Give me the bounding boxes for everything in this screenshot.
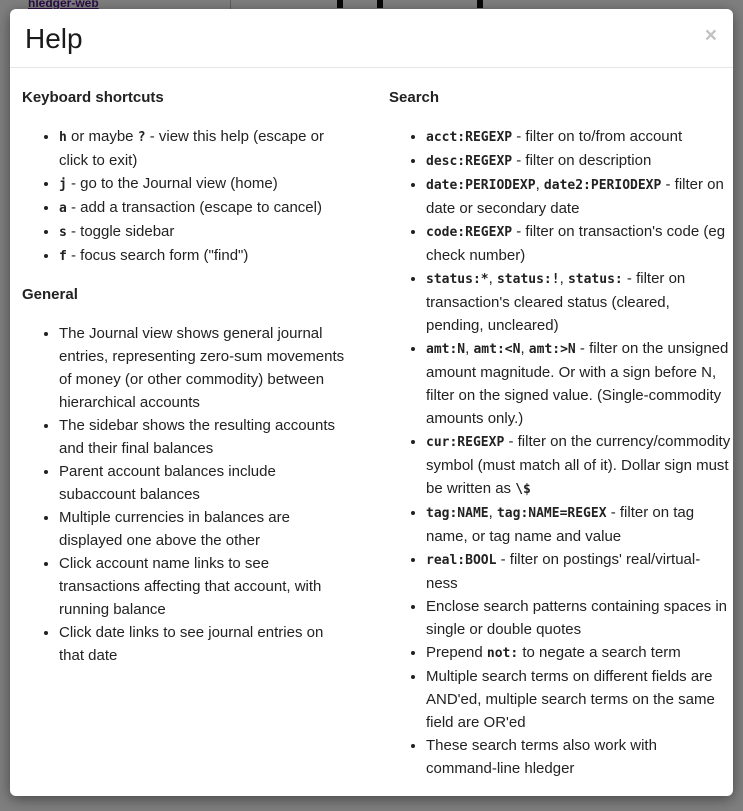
inline-text: - filter on transaction's code (eg check number): [426, 223, 726, 264]
section-heading-general: General: [22, 286, 78, 303]
help-modal: [10, 9, 733, 796]
inline-code: status:: [567, 272, 623, 287]
modal-title: Help: [25, 23, 83, 54]
inline-code: date2:PERIODEXP: [543, 178, 662, 193]
inline-text: ,: [520, 340, 529, 357]
inline-text: - view this help (escape or click to exit): [59, 128, 324, 169]
inline-text: - filter on tag name, or tag name and value: [426, 504, 695, 545]
list-item: [426, 501, 731, 548]
inline-code: ?: [137, 130, 146, 145]
inline-code: status:!: [496, 272, 560, 287]
inline-text: Parent account balances include subaccount balances: [59, 463, 276, 503]
list-item: [426, 173, 731, 220]
inline-code: amt:N: [426, 342, 466, 357]
list-item: [59, 414, 347, 460]
inline-code: a: [59, 201, 67, 216]
modal-body: [10, 68, 733, 786]
section-heading-search: Search: [389, 89, 440, 106]
list-item: [426, 430, 731, 501]
inline-text: ,: [559, 270, 568, 287]
inline-text: Multiple currencies in balances are displayed one above the other: [59, 509, 290, 549]
inline-text: - filter on description: [512, 152, 652, 169]
list-item: [426, 125, 731, 149]
inline-code: \$: [515, 482, 531, 497]
inline-text: - add a transaction (escape to cancel): [66, 199, 322, 216]
list-item: [59, 552, 347, 621]
inline-text: or maybe: [66, 128, 138, 145]
list-item: [426, 548, 731, 595]
inline-text: These search terms also work with command-line hledger: [426, 737, 657, 777]
inline-text: - toggle sidebar: [66, 223, 175, 240]
left-column: [10, 89, 361, 786]
inline-code: cur:REGEXP: [426, 435, 505, 450]
list-item: [426, 595, 731, 641]
list-item: [426, 665, 731, 734]
close-icon[interactable]: ×: [704, 24, 717, 47]
inline-code: not:: [486, 646, 519, 661]
inline-text: - filter on transaction's cleared status (cleared, pending, uncleared): [426, 270, 686, 334]
list-item: [426, 267, 731, 337]
inline-text: Enclose search patterns containing spaces in single or double quotes: [426, 598, 728, 638]
inline-text: ,: [488, 504, 497, 521]
inline-code: j: [59, 177, 67, 192]
inline-text: ,: [535, 176, 544, 193]
inline-code: amt:>N: [528, 342, 576, 357]
list-item: [59, 220, 347, 244]
modal-header: [10, 9, 733, 68]
search-list: [389, 125, 731, 780]
list-item: [59, 621, 347, 667]
inline-code: desc:REGEXP: [426, 154, 513, 169]
list-item: [59, 244, 347, 268]
inline-text: - focus search form ("find"): [66, 247, 249, 264]
inline-text: - filter on date or secondary date: [426, 176, 724, 217]
list-item: [59, 322, 347, 414]
inline-code: tag:NAME: [426, 506, 489, 521]
inline-text: - filter on the unsigned amount magnitude. Or with a sign before N, filter on the signed value. (Single-commodity amounts only.): [426, 340, 729, 427]
list-item: [59, 172, 347, 196]
inline-text: ,: [465, 340, 474, 357]
list-item: [59, 196, 347, 220]
inline-text: The Journal view shows general journal entries, representing zero-sum movements of money (or other commodity) between hierarchical accounts: [59, 325, 345, 411]
inline-text: ,: [488, 270, 497, 287]
list-item: [426, 220, 731, 267]
inline-text: - filter on postings' real/virtual-ness: [426, 551, 701, 592]
inline-code: amt:<N: [473, 342, 521, 357]
general-list: [22, 322, 347, 667]
list-item: [426, 641, 731, 665]
inline-code: tag:NAME=REGEX: [496, 506, 607, 521]
list-item: [59, 460, 347, 506]
list-item: [426, 337, 731, 430]
inline-text: - filter on to/from account: [512, 128, 683, 145]
inline-text: - go to the Journal view (home): [66, 175, 278, 192]
list-item: [426, 734, 731, 780]
inline-code: code:REGEXP: [426, 225, 513, 240]
inline-code: status:*: [426, 272, 489, 287]
list-item: [59, 506, 347, 552]
inline-text: - filter on the currency/commodity symbol (must match all of it). Dollar sign must be written as: [426, 433, 731, 497]
inline-text: Click date links to see journal entries on that date: [59, 624, 324, 664]
right-column: [361, 89, 733, 786]
inline-code: f: [59, 249, 67, 264]
inline-code: date:PERIODEXP: [426, 178, 536, 193]
list-item: [426, 149, 731, 173]
list-item: [59, 125, 347, 172]
inline-text: to negate a search term: [518, 644, 681, 661]
section-heading-keyboard-shortcuts: Keyboard shortcuts: [22, 89, 164, 106]
inline-text: Prepend: [426, 644, 487, 661]
inline-text: Multiple search terms on different fields are AND'ed, multiple search terms on the same field are OR'ed: [426, 668, 715, 731]
inline-code: h: [59, 130, 67, 145]
inline-code: s: [59, 225, 67, 240]
inline-text: Click account name links to see transactions affecting that account, with running balance: [59, 555, 322, 618]
inline-code: real:BOOL: [426, 553, 497, 568]
keyboard-shortcuts-list: [22, 125, 347, 268]
inline-text: The sidebar shows the resulting accounts and their final balances: [59, 417, 335, 457]
inline-code: acct:REGEXP: [426, 130, 513, 145]
